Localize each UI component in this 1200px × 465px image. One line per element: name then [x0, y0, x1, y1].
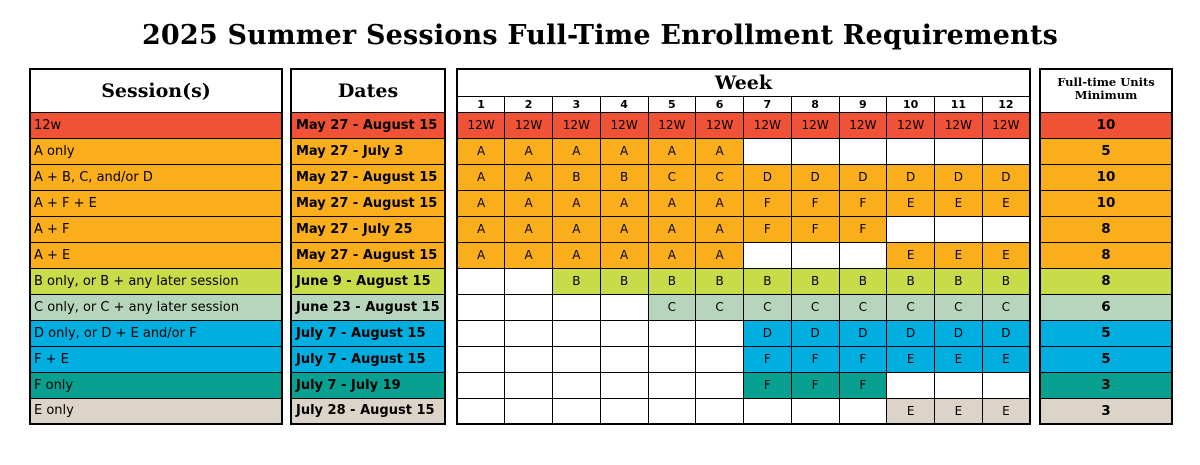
week-cell: B	[935, 268, 983, 294]
session-row	[30, 398, 282, 424]
week-cell	[553, 346, 601, 372]
session-dates: July 7 - August 15	[291, 320, 445, 346]
week-cell: B	[982, 268, 1030, 294]
session-row	[30, 242, 282, 268]
week-cell	[982, 138, 1030, 164]
week-cell: F	[839, 190, 887, 216]
week-cell: B	[791, 268, 839, 294]
week-cell: A	[553, 216, 601, 242]
week-cell: C	[887, 294, 935, 320]
dates-row	[291, 190, 445, 216]
week-cell: D	[887, 164, 935, 190]
week-cell: A	[696, 216, 744, 242]
units-minimum: 5	[1040, 346, 1172, 372]
session-dates: June 23 - August 15	[291, 294, 445, 320]
units-row	[1040, 216, 1172, 242]
week-number-7: 7	[744, 96, 792, 112]
week-cell	[935, 138, 983, 164]
week-cell: A	[505, 216, 553, 242]
week-cell: A	[553, 138, 601, 164]
week-cell	[935, 372, 983, 398]
week-cell: D	[839, 320, 887, 346]
session-name: A + E	[30, 242, 282, 268]
week-cell: F	[791, 216, 839, 242]
week-cell: 12W	[648, 112, 696, 138]
week-cell	[505, 346, 553, 372]
week-cell	[696, 320, 744, 346]
week-cell: E	[935, 346, 983, 372]
week-cell: E	[887, 190, 935, 216]
units-header: Full-time Units Minimum	[1040, 69, 1172, 112]
week-cell: B	[887, 268, 935, 294]
week-cell: A	[648, 190, 696, 216]
week-cell: F	[744, 372, 792, 398]
session-dates: July 7 - July 19	[291, 372, 445, 398]
session-name: 12w	[30, 112, 282, 138]
weeks-row	[457, 216, 1030, 242]
week-cell: B	[839, 268, 887, 294]
dates-row	[291, 320, 445, 346]
week-cell: C	[982, 294, 1030, 320]
week-cell	[457, 372, 505, 398]
week-cell: C	[696, 164, 744, 190]
week-number-6: 6	[696, 96, 744, 112]
session-name: D only, or D + E and/or F	[30, 320, 282, 346]
session-name: C only, or C + any later session	[30, 294, 282, 320]
units-row	[1040, 138, 1172, 164]
weeks-row	[457, 242, 1030, 268]
week-number-1: 1	[457, 96, 505, 112]
week-cell	[505, 320, 553, 346]
weeks-row	[457, 138, 1030, 164]
week-cell: 12W	[935, 112, 983, 138]
units-row	[1040, 268, 1172, 294]
week-cell	[791, 138, 839, 164]
weeks-row	[457, 372, 1030, 398]
week-cell: 12W	[553, 112, 601, 138]
week-number-9: 9	[839, 96, 887, 112]
week-cell	[600, 294, 648, 320]
dates-row	[291, 294, 445, 320]
week-cell	[935, 216, 983, 242]
units-row	[1040, 242, 1172, 268]
session-name: E only	[30, 398, 282, 424]
week-cell: C	[839, 294, 887, 320]
week-cell: E	[935, 398, 983, 424]
week-number-4: 4	[600, 96, 648, 112]
week-number-11: 11	[935, 96, 983, 112]
week-cell	[648, 372, 696, 398]
week-cell: E	[887, 398, 935, 424]
week-cell: E	[887, 242, 935, 268]
week-cell	[887, 138, 935, 164]
week-cell	[982, 372, 1030, 398]
week-cell: B	[600, 164, 648, 190]
dates-header: Dates	[291, 69, 445, 112]
week-cell: 12W	[839, 112, 887, 138]
session-name: A + F	[30, 216, 282, 242]
week-cell	[457, 294, 505, 320]
week-number-5: 5	[648, 96, 696, 112]
week-cell: F	[791, 190, 839, 216]
units-row	[1040, 164, 1172, 190]
dates-row	[291, 138, 445, 164]
week-cell: A	[457, 216, 505, 242]
week-cell: B	[553, 164, 601, 190]
week-cell	[505, 372, 553, 398]
week-cell: E	[887, 346, 935, 372]
week-cell	[839, 138, 887, 164]
week-cell: E	[982, 190, 1030, 216]
week-cell: F	[839, 372, 887, 398]
session-name: A only	[30, 138, 282, 164]
weeks-row	[457, 320, 1030, 346]
week-cell: A	[553, 242, 601, 268]
week-cell	[744, 138, 792, 164]
units-row	[1040, 190, 1172, 216]
session-row	[30, 372, 282, 398]
dates-row	[291, 112, 445, 138]
week-cell: D	[791, 320, 839, 346]
week-cell	[505, 398, 553, 424]
week-cell	[553, 294, 601, 320]
session-row	[30, 294, 282, 320]
session-row	[30, 112, 282, 138]
units-minimum: 10	[1040, 190, 1172, 216]
dates-row	[291, 216, 445, 242]
week-cell	[457, 346, 505, 372]
week-cell: E	[982, 242, 1030, 268]
session-dates: May 27 - August 15	[291, 164, 445, 190]
dates-row	[291, 346, 445, 372]
week-cell	[505, 294, 553, 320]
week-cell: F	[744, 190, 792, 216]
week-cell: B	[696, 268, 744, 294]
week-cell: A	[600, 190, 648, 216]
session-dates: May 27 - July 3	[291, 138, 445, 164]
week-cell: E	[982, 398, 1030, 424]
units-row	[1040, 346, 1172, 372]
session-row	[30, 216, 282, 242]
week-cell: D	[791, 164, 839, 190]
week-cell	[457, 268, 505, 294]
week-cell: F	[839, 346, 887, 372]
session-dates: May 27 - August 15	[291, 112, 445, 138]
week-number-2: 2	[505, 96, 553, 112]
week-cell: 12W	[744, 112, 792, 138]
week-cell: A	[457, 164, 505, 190]
week-cell: 12W	[887, 112, 935, 138]
week-cell: E	[935, 242, 983, 268]
week-cell: D	[887, 320, 935, 346]
week-cell: A	[648, 138, 696, 164]
week-cell	[982, 216, 1030, 242]
weeks-row	[457, 190, 1030, 216]
units-minimum: 5	[1040, 138, 1172, 164]
units-minimum: 8	[1040, 216, 1172, 242]
week-cell	[791, 398, 839, 424]
dates-table	[290, 68, 446, 425]
session-name: A + B, C, and/or D	[30, 164, 282, 190]
page-title: 2025 Summer Sessions Full-Time Enrollment Requirements	[141, 20, 1059, 51]
week-cell	[457, 320, 505, 346]
week-cell	[648, 320, 696, 346]
units-minimum: 8	[1040, 242, 1172, 268]
week-cell: B	[600, 268, 648, 294]
session-dates: May 27 - July 25	[291, 216, 445, 242]
week-number-10: 10	[887, 96, 935, 112]
week-cell	[600, 320, 648, 346]
sessions-header: Session(s)	[30, 69, 282, 112]
session-row	[30, 190, 282, 216]
week-cell: D	[744, 164, 792, 190]
week-cell	[696, 372, 744, 398]
week-number-12: 12	[982, 96, 1030, 112]
week-cell	[553, 372, 601, 398]
week-cell	[791, 242, 839, 268]
week-cell: E	[935, 190, 983, 216]
dates-row	[291, 164, 445, 190]
week-cell: D	[982, 164, 1030, 190]
week-cell: C	[648, 294, 696, 320]
session-name: A + F + E	[30, 190, 282, 216]
units-row	[1040, 372, 1172, 398]
week-cell: C	[744, 294, 792, 320]
week-cell: D	[982, 320, 1030, 346]
week-cell: A	[505, 190, 553, 216]
week-cell: A	[457, 190, 505, 216]
units-table	[1039, 68, 1173, 425]
week-cell: A	[648, 242, 696, 268]
week-cell	[887, 372, 935, 398]
week-cell	[600, 372, 648, 398]
weeks-row	[457, 112, 1030, 138]
week-cell	[648, 398, 696, 424]
week-cell: 12W	[457, 112, 505, 138]
session-row	[30, 268, 282, 294]
week-cell: A	[505, 242, 553, 268]
units-minimum: 10	[1040, 112, 1172, 138]
units-minimum: 10	[1040, 164, 1172, 190]
session-dates: June 9 - August 15	[291, 268, 445, 294]
week-cell: D	[744, 320, 792, 346]
week-cell: C	[791, 294, 839, 320]
week-cell: 12W	[600, 112, 648, 138]
units-minimum: 3	[1040, 398, 1172, 424]
week-cell: F	[791, 346, 839, 372]
week-cell: B	[648, 268, 696, 294]
session-row	[30, 138, 282, 164]
week-cell: 12W	[982, 112, 1030, 138]
week-cell: A	[600, 242, 648, 268]
week-cell	[457, 398, 505, 424]
session-dates: May 27 - August 15	[291, 242, 445, 268]
week-cell: B	[744, 268, 792, 294]
units-row	[1040, 320, 1172, 346]
week-cell: E	[982, 346, 1030, 372]
units-row	[1040, 398, 1172, 424]
units-minimum: 8	[1040, 268, 1172, 294]
session-row	[30, 164, 282, 190]
week-cell: D	[935, 320, 983, 346]
session-row	[30, 346, 282, 372]
weeks-row	[457, 294, 1030, 320]
week-cell: A	[696, 190, 744, 216]
week-cell: F	[744, 346, 792, 372]
week-cell: A	[600, 216, 648, 242]
week-cell: C	[696, 294, 744, 320]
sessions-table	[29, 68, 283, 425]
week-cell: A	[696, 138, 744, 164]
session-name: F only	[30, 372, 282, 398]
week-cell	[744, 398, 792, 424]
dates-row	[291, 268, 445, 294]
week-cell	[648, 346, 696, 372]
dates-row	[291, 398, 445, 424]
units-row	[1040, 294, 1172, 320]
week-cell: A	[696, 242, 744, 268]
week-cell: B	[553, 268, 601, 294]
week-cell	[744, 242, 792, 268]
week-cell: A	[505, 138, 553, 164]
week-cell: D	[839, 164, 887, 190]
week-cell: D	[935, 164, 983, 190]
dates-row	[291, 372, 445, 398]
week-cell	[600, 398, 648, 424]
weeks-row	[457, 346, 1030, 372]
week-cell: F	[791, 372, 839, 398]
weeks-table	[456, 68, 1031, 425]
week-cell	[600, 346, 648, 372]
week-cell	[839, 398, 887, 424]
week-cell	[696, 398, 744, 424]
week-number-3: 3	[553, 96, 601, 112]
units-minimum: 5	[1040, 320, 1172, 346]
week-cell: 12W	[696, 112, 744, 138]
week-cell	[696, 346, 744, 372]
week-cell: A	[505, 164, 553, 190]
units-minimum: 3	[1040, 372, 1172, 398]
week-cell	[505, 268, 553, 294]
session-name: B only, or B + any later session	[30, 268, 282, 294]
week-header: Week	[457, 69, 1030, 96]
week-cell: A	[553, 190, 601, 216]
units-row	[1040, 112, 1172, 138]
week-cell: A	[457, 242, 505, 268]
week-cell	[887, 216, 935, 242]
weeks-row	[457, 398, 1030, 424]
weeks-row	[457, 164, 1030, 190]
week-cell: A	[648, 216, 696, 242]
week-number-8: 8	[791, 96, 839, 112]
units-minimum: 6	[1040, 294, 1172, 320]
week-cell: A	[600, 138, 648, 164]
week-cell: 12W	[791, 112, 839, 138]
session-dates: July 28 - August 15	[291, 398, 445, 424]
session-row	[30, 320, 282, 346]
week-cell: C	[648, 164, 696, 190]
week-cell: F	[839, 216, 887, 242]
session-name: F + E	[30, 346, 282, 372]
week-cell: F	[744, 216, 792, 242]
dates-row	[291, 242, 445, 268]
week-cell: 12W	[505, 112, 553, 138]
week-cell	[553, 398, 601, 424]
session-dates: May 27 - August 15	[291, 190, 445, 216]
week-cell	[839, 242, 887, 268]
week-cell	[553, 320, 601, 346]
week-cell: A	[457, 138, 505, 164]
weeks-row	[457, 268, 1030, 294]
week-cell: C	[935, 294, 983, 320]
session-dates: July 7 - August 15	[291, 346, 445, 372]
